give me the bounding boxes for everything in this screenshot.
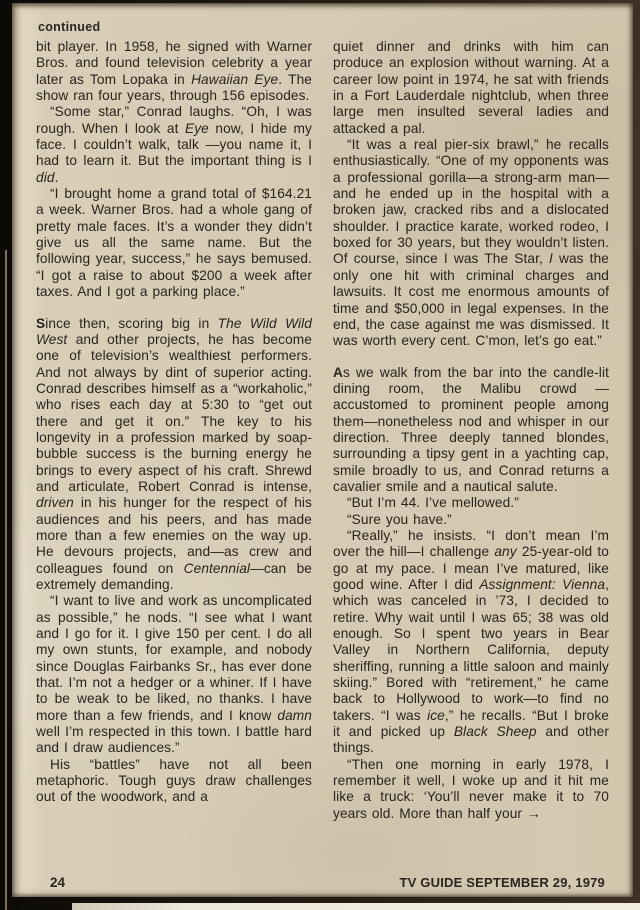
paragraph: “It was a real pier-six brawl,” he recalls enthusiastically. “One of my opponents was a professional gorilla—a strong-arm man—and he ended up in the hospital with a broken jaw, cracked ribs and a dislocated shoulder. I practice karate, worked rodeo, I boxed for 30 years, but they wouldn’t listen. Of course, since I was The Star, I was the only one hit with criminal charges and lawsuits. It cost me enormous amounts of time and $50,000 in legal expenses. In the end, the case against me was dismissed. It was worth every cent. C’mon, let’s go eat.” (333, 137, 609, 349)
page-footer (50, 875, 605, 890)
column-left (36, 39, 312, 822)
continued-label: continued (38, 20, 101, 34)
paragraph: quiet dinner and drinks with him can produce an explosion without warning. At a career low point in 1974, he sat with friends in a Fort Lauderdale nightclub, when three large men insulted several ladies and attacked a pal. (333, 39, 609, 136)
paragraph: As we walk from the bar into the candle-lit dining room, the Malibu crowd —accustomed to prominent people among them—nonetheless nod and whisper in our direction. Three deeply tanned blondes, surrounding a tipsy gent in a yachting cap, smile broadly to us, and Conrad returns a cavalier smile and a nautical salute. (333, 364, 609, 494)
column-right (333, 39, 609, 822)
issue-date: TV GUIDE SEPTEMBER 29, 1979 (399, 875, 605, 890)
paragraph: “I want to live and work as uncomplicated as possible,” he nods. “I see what I want and I go for it. I give 150 per cent. I do all my own stunts, for example, and nobody since Douglas Fairbanks Sr., has ever done that. I’m not a hedger or a whiner. If I have to be weak to be liked, no thanks. I have more than a few friends, and I know damn well I’m respected in this town. I battle hard and I draw audiences.” (36, 593, 312, 756)
paragraph: “I brought home a grand total of $164.21 a week. Warner Bros. had a whole gang of pretty male faces. It’s a wonder they didn’t give us all the same name. But the following year, success,” he says bemused. “I got a raise to about $200 a week after taxes. And I got a parking place.” (36, 186, 312, 300)
paragraph: “Some star,” Conrad laughs. “Oh, I was rough. When I look at Eye now, I hide my face. I couldn’t walk, talk —you name it, I had to learn it. But the important thing is I did. (36, 104, 312, 185)
paragraph: Since then, scoring big in The Wild Wild West and other projects, he has become one of television’s wealthiest performers. And not always by dint of superior acting. Conrad describes himself as a “workaholic,” who rises each day at 5:30 to “get out there and get it on.” The key to his longevity in a profession marked by soap-bubble success is the burning energy he brings to every aspect of his craft. Shrewd and articulate, Robert Conrad is intense, driven in his hunger for the respect of his audiences and his peers, and has made more than a few enemies on the way up. He devours projects, and—as crew and colleagues found on Centennial—can be extremely demanding. (36, 315, 312, 592)
paragraph: “But I’m 44. I’ve mellowed.” (347, 495, 519, 511)
magazine-page (12, 3, 633, 897)
paragraph: bit player. In 1958, he signed with Warner Bros. and found television celebrity a year later as Tom Lopaka in Hawaiian Eye. The show ran four years, through 156 episodes. (36, 39, 312, 104)
article-body (36, 39, 609, 822)
scan-bottom-edge (72, 903, 640, 910)
page-number: 24 (50, 875, 66, 890)
paragraph: “Really,” he insists. “I don’t mean I’m over the hill—I challenge any 25-year-old to go at my pace. I mean I’ve matured, like good wine. After I did Assignment: Vienna, which was canceled in ’73, I decided to retire. Why wait until I was 65; 38 was old enough. So I spent two years in Bear Valley in Northern California, deputy sheriffing, running a little saloon and mainly skiing.” Bored with “retirement,” he came back to Hollywood to work—to find no takers. “I was ice,” he recalls. “But I broke it and picked up Black Sheep and other things. (333, 527, 609, 756)
paragraph: “Sure you have.” (347, 511, 452, 527)
paragraph: His “battles” have not all been metaphoric. Tough guys draw challenges out of the woodwork, and a (36, 756, 312, 805)
paragraph: “Then one morning in early 1978, I remember it well, I woke up and it hit me like a truck: ‘You’ll never make it to 70 years old. More than half your → (333, 756, 609, 821)
